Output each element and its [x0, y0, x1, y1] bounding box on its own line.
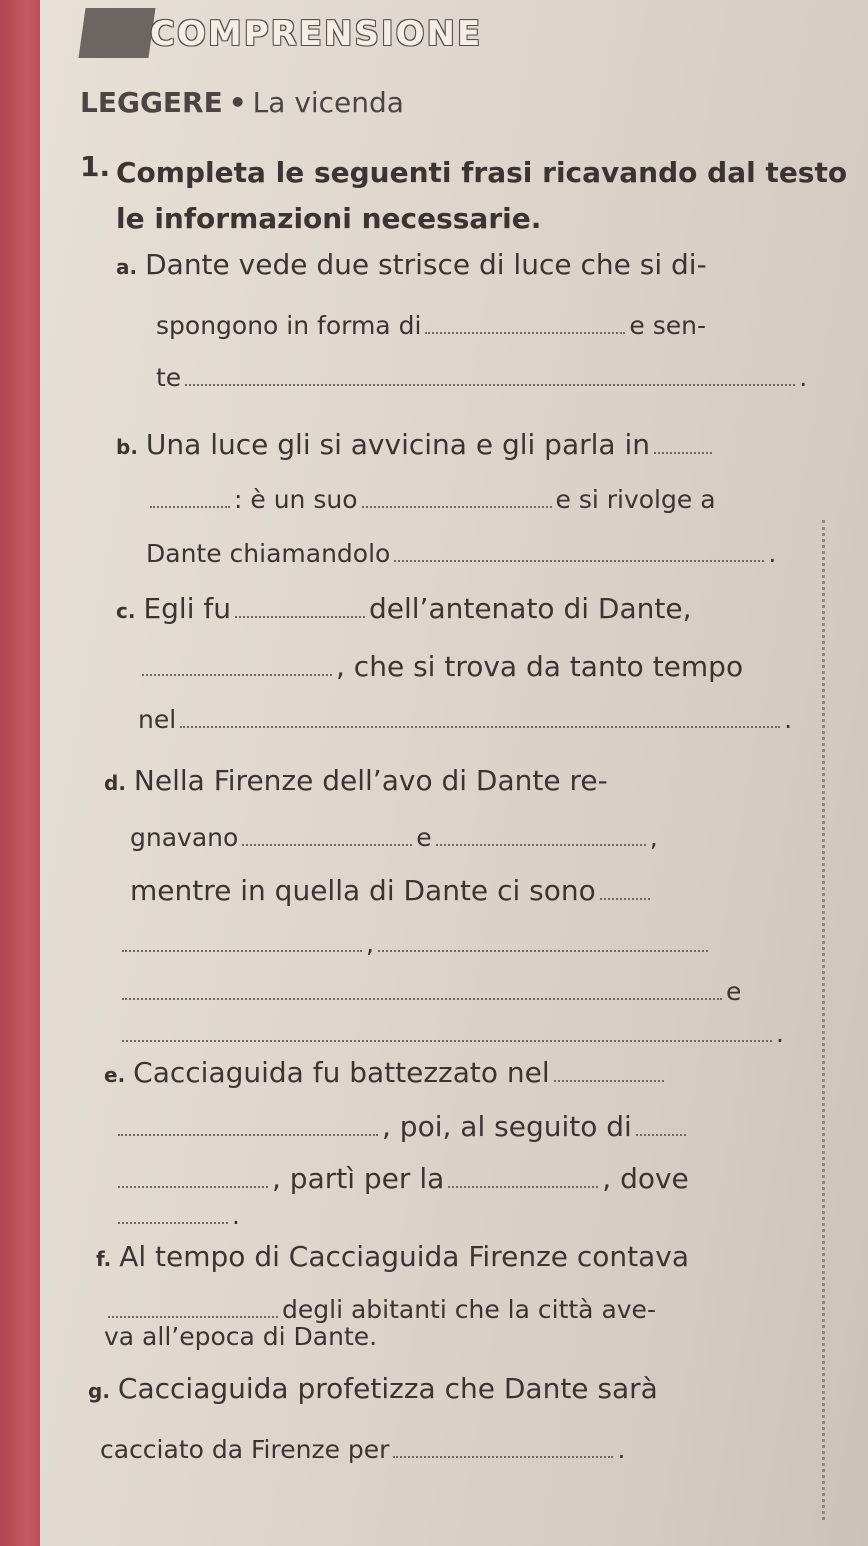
item-f-line-1: f. Al tempo di Cacciaguida Firenze contava [96, 1240, 690, 1273]
answer-blank-b3[interactable] [362, 480, 552, 508]
answer-blank-c2[interactable] [142, 648, 332, 676]
sub-heading-rest: La vicenda [252, 86, 404, 119]
answer-blank-d1[interactable] [242, 818, 412, 846]
dotted-margin-rule [822, 520, 825, 1520]
answer-blank-g1[interactable] [393, 1430, 613, 1458]
item-e-line-3: , partì per la , dove [114, 1160, 689, 1195]
item-c-letter: c. [116, 599, 136, 623]
item-f-line-3: va all’epoca di Dante. [104, 1322, 378, 1351]
sub-heading-main: LEGGERE [80, 86, 223, 119]
item-e-line-4: . [114, 1196, 240, 1230]
answer-blank-d7[interactable] [122, 1014, 772, 1042]
item-c-line-1: c. Egli fu dell’antenato di Dante, [116, 592, 692, 625]
item-b-line-2: : è un suo e si rivolge a [146, 480, 716, 514]
item-a-line-3: te . [156, 358, 807, 392]
item-d-line-5: e [118, 972, 741, 1006]
item-c-line-3: nel . [138, 700, 792, 734]
answer-blank-d5[interactable] [378, 924, 708, 952]
answer-blank-c3[interactable] [180, 700, 780, 728]
item-d-line-3: mentre in quella di Dante ci sono [130, 872, 654, 907]
answer-blank-e3[interactable] [636, 1108, 686, 1136]
answer-blank-e2[interactable] [118, 1108, 378, 1136]
item-f-letter: f. [96, 1247, 112, 1271]
item-d-line-1: d. Nella Firenze dell’avo di Dante re- [104, 764, 608, 797]
answer-blank-e5[interactable] [448, 1160, 598, 1188]
item-a-letter: a. [116, 255, 138, 279]
answer-blank-b2[interactable] [150, 480, 230, 508]
answer-blank-e1[interactable] [554, 1054, 664, 1082]
item-b-line-3: Dante chiamandolo . [146, 534, 776, 568]
item-b-line-1: b. Una luce gli si avvicina e gli parla in [116, 426, 716, 461]
question-number: 1. [80, 150, 111, 183]
item-a-line-2: spongono in forma di e sen- [156, 306, 706, 340]
item-a-line-1: a. Dante vede due strisce di luce che si di- [116, 248, 707, 281]
answer-blank-d2[interactable] [436, 818, 646, 846]
answer-blank-e6[interactable] [118, 1196, 228, 1224]
item-g-line-1: g. Cacciaguida profetizza che Dante sarà [88, 1372, 658, 1405]
section-color-block [78, 8, 155, 58]
answer-blank-d4[interactable] [122, 924, 362, 952]
item-e-line-1: e. Cacciaguida fu battezzato nel [104, 1054, 668, 1089]
sub-heading-bullet: • [228, 86, 247, 119]
answer-blank-a1[interactable] [425, 306, 625, 334]
answer-blank-b4[interactable] [394, 534, 764, 562]
item-g-letter: g. [88, 1379, 110, 1403]
item-d-letter: d. [104, 771, 126, 795]
answer-blank-a2[interactable] [185, 358, 795, 386]
item-e-letter: e. [104, 1063, 126, 1087]
item-g-line-2: cacciato da Firenze per . [100, 1430, 625, 1464]
item-f-line-2: degli abitanti che la città ave- [104, 1290, 656, 1324]
item-d-line-2: gnavano e , [130, 818, 658, 852]
item-b-letter: b. [116, 435, 138, 459]
item-d-line-4: , [118, 924, 712, 958]
answer-blank-c1[interactable] [235, 590, 365, 618]
section-title: COMPRENSIONE [150, 14, 483, 54]
answer-blank-d6[interactable] [122, 972, 722, 1000]
answer-blank-d3[interactable] [600, 872, 650, 900]
item-d-line-6: . [118, 1014, 784, 1048]
answer-blank-f1[interactable] [108, 1290, 278, 1318]
answer-blank-b1[interactable] [654, 426, 712, 454]
item-e-line-2: , poi, al seguito di [114, 1108, 690, 1143]
red-margin-band [0, 0, 40, 1546]
question-text: Completa le seguenti frasi ricavando dal testo le informazioni necessarie. [116, 156, 848, 235]
item-c-line-2: , che si trova da tanto tempo [138, 648, 743, 683]
sub-heading [80, 86, 404, 119]
answer-blank-e4[interactable] [118, 1160, 268, 1188]
